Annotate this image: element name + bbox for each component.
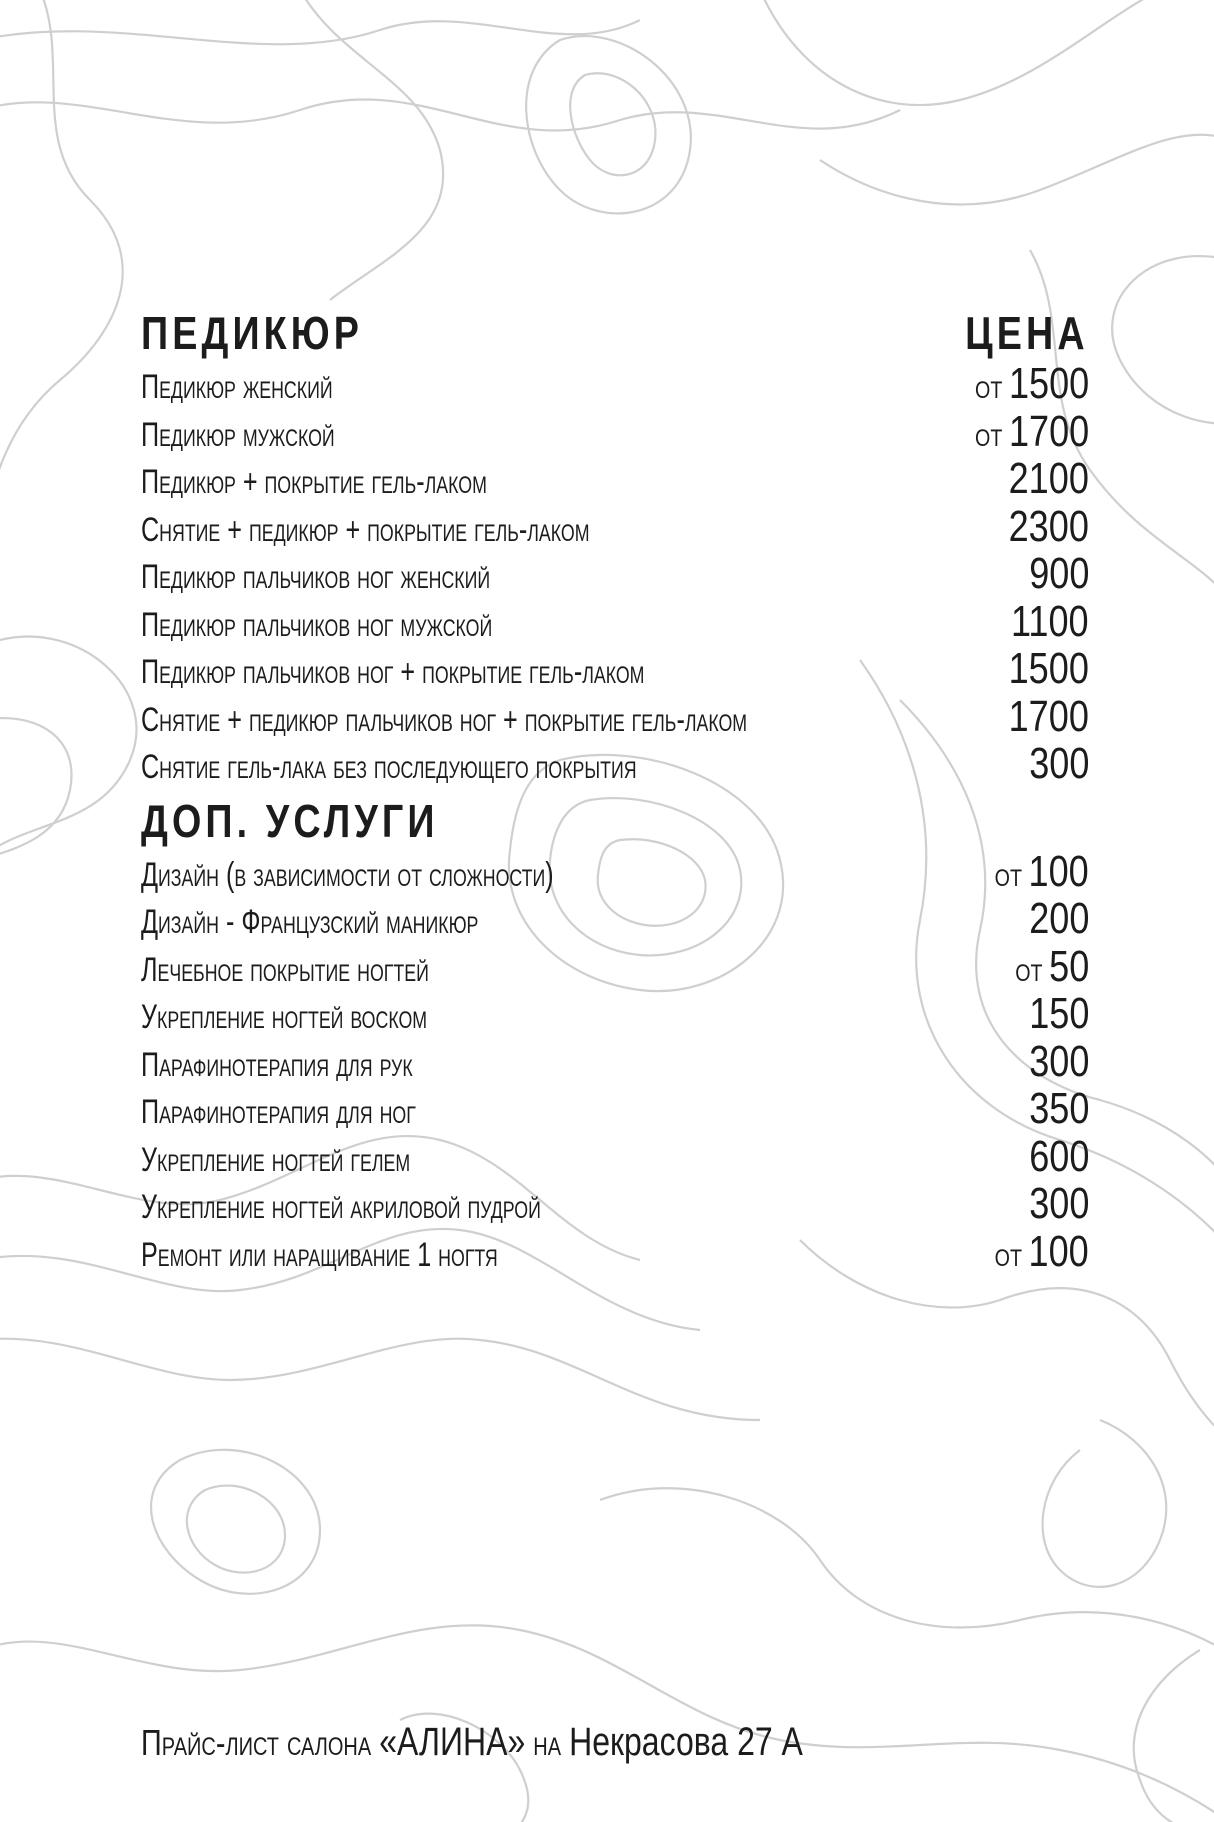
price-row [141,1228,1089,1276]
service-name: Парафинотерапия для рук [141,1045,413,1084]
price-row [141,550,1089,598]
price-value: 1100 [1011,596,1089,646]
price-value: 50 [1048,941,1089,991]
price-value: 1500 [1008,644,1089,693]
price-prefix: от [1014,950,1043,989]
salon-address: Некрасова 27 А [569,1720,803,1764]
price-row [141,360,1089,408]
service-name: Снятие + педикюр + покрытие гель-лаком [141,510,590,549]
price-row [141,1133,1089,1181]
price-row [141,693,1089,741]
price-row [141,1085,1089,1133]
section-header-extra-services [141,788,1089,848]
service-name: Снятие гель-лака без последующего покрытия [141,748,637,786]
price-value: 600 [1028,1131,1089,1181]
price-value: 1700 [1008,406,1089,456]
price-value: 2300 [1008,501,1089,551]
section-header-pedicure [141,300,1089,360]
price-value: 1700 [1008,691,1089,741]
footer-caption [141,1720,803,1765]
price-value: 300 [1028,1036,1089,1086]
price-value: 150 [1028,989,1089,1038]
price-value: 100 [1028,1226,1089,1276]
price-value: 200 [1028,894,1089,943]
service-name: Педикюр мужской [141,415,335,454]
section-title-pedicure: ПЕДИКЮР [141,307,364,359]
price-value: 350 [1028,1084,1089,1133]
price-value: 1500 [1008,359,1089,408]
service-name: Лечебное покрытие ногтей [141,950,429,989]
price-row [141,455,1089,503]
price-prefix: от [974,415,1003,454]
price-row [141,503,1089,551]
price-row [141,1180,1089,1228]
service-name: Парафинотерапия для ног [141,1093,416,1131]
pedicure-items [141,360,1089,788]
price-column-header: ЦЕНА [965,307,1089,359]
price-value: 300 [1028,739,1089,788]
price-row [141,408,1089,456]
price-value: 100 [1028,846,1089,896]
price-row [141,645,1089,693]
extra-service-items [141,848,1089,1276]
price-row [141,1038,1089,1086]
price-row [141,895,1089,943]
service-name: Снятие + педикюр пальчиков ног + покрытие гель-лаком [141,700,748,739]
price-prefix: от [994,855,1023,894]
price-prefix: от [974,368,1003,406]
service-name: Ремонт или наращивание 1 ногтя [141,1235,498,1274]
price-list [141,300,1089,1275]
price-row [141,598,1089,646]
service-name: Укрепление ногтей воском [141,998,428,1036]
salon-name: «АЛИНА» [379,1720,526,1764]
price-value: 2100 [1008,454,1089,503]
service-name: Педикюр женский [141,368,333,406]
section-title-extra-services: ДОП. УСЛУГИ [141,794,439,847]
service-name: Педикюр пальчиков ног мужской [141,605,493,644]
service-name: Укрепление ногтей гелем [141,1140,411,1179]
service-name: Педикюр + покрытие гель-лаком [141,463,487,501]
price-row [141,990,1089,1038]
service-name: Дизайн (в зависимости от сложности) [141,855,554,894]
service-name: Дизайн - Французский маникюр [141,903,479,941]
service-price [995,1228,1089,1286]
service-name: Укрепление ногтей акриловой пудрой [141,1188,541,1226]
service-name: Педикюр пальчиков ног женский [141,558,491,596]
footer-middle: на [525,1722,570,1763]
price-value: 300 [1028,1179,1089,1228]
price-row [141,740,1089,788]
price-row [141,848,1089,896]
price-row [141,943,1089,991]
footer-lead: Прайс-лист салона [141,1722,380,1763]
service-price [1029,740,1089,798]
price-prefix: от [994,1235,1023,1274]
service-name: Педикюр пальчиков ног + покрытие гель-лаком [141,653,645,691]
price-value: 900 [1028,549,1089,598]
